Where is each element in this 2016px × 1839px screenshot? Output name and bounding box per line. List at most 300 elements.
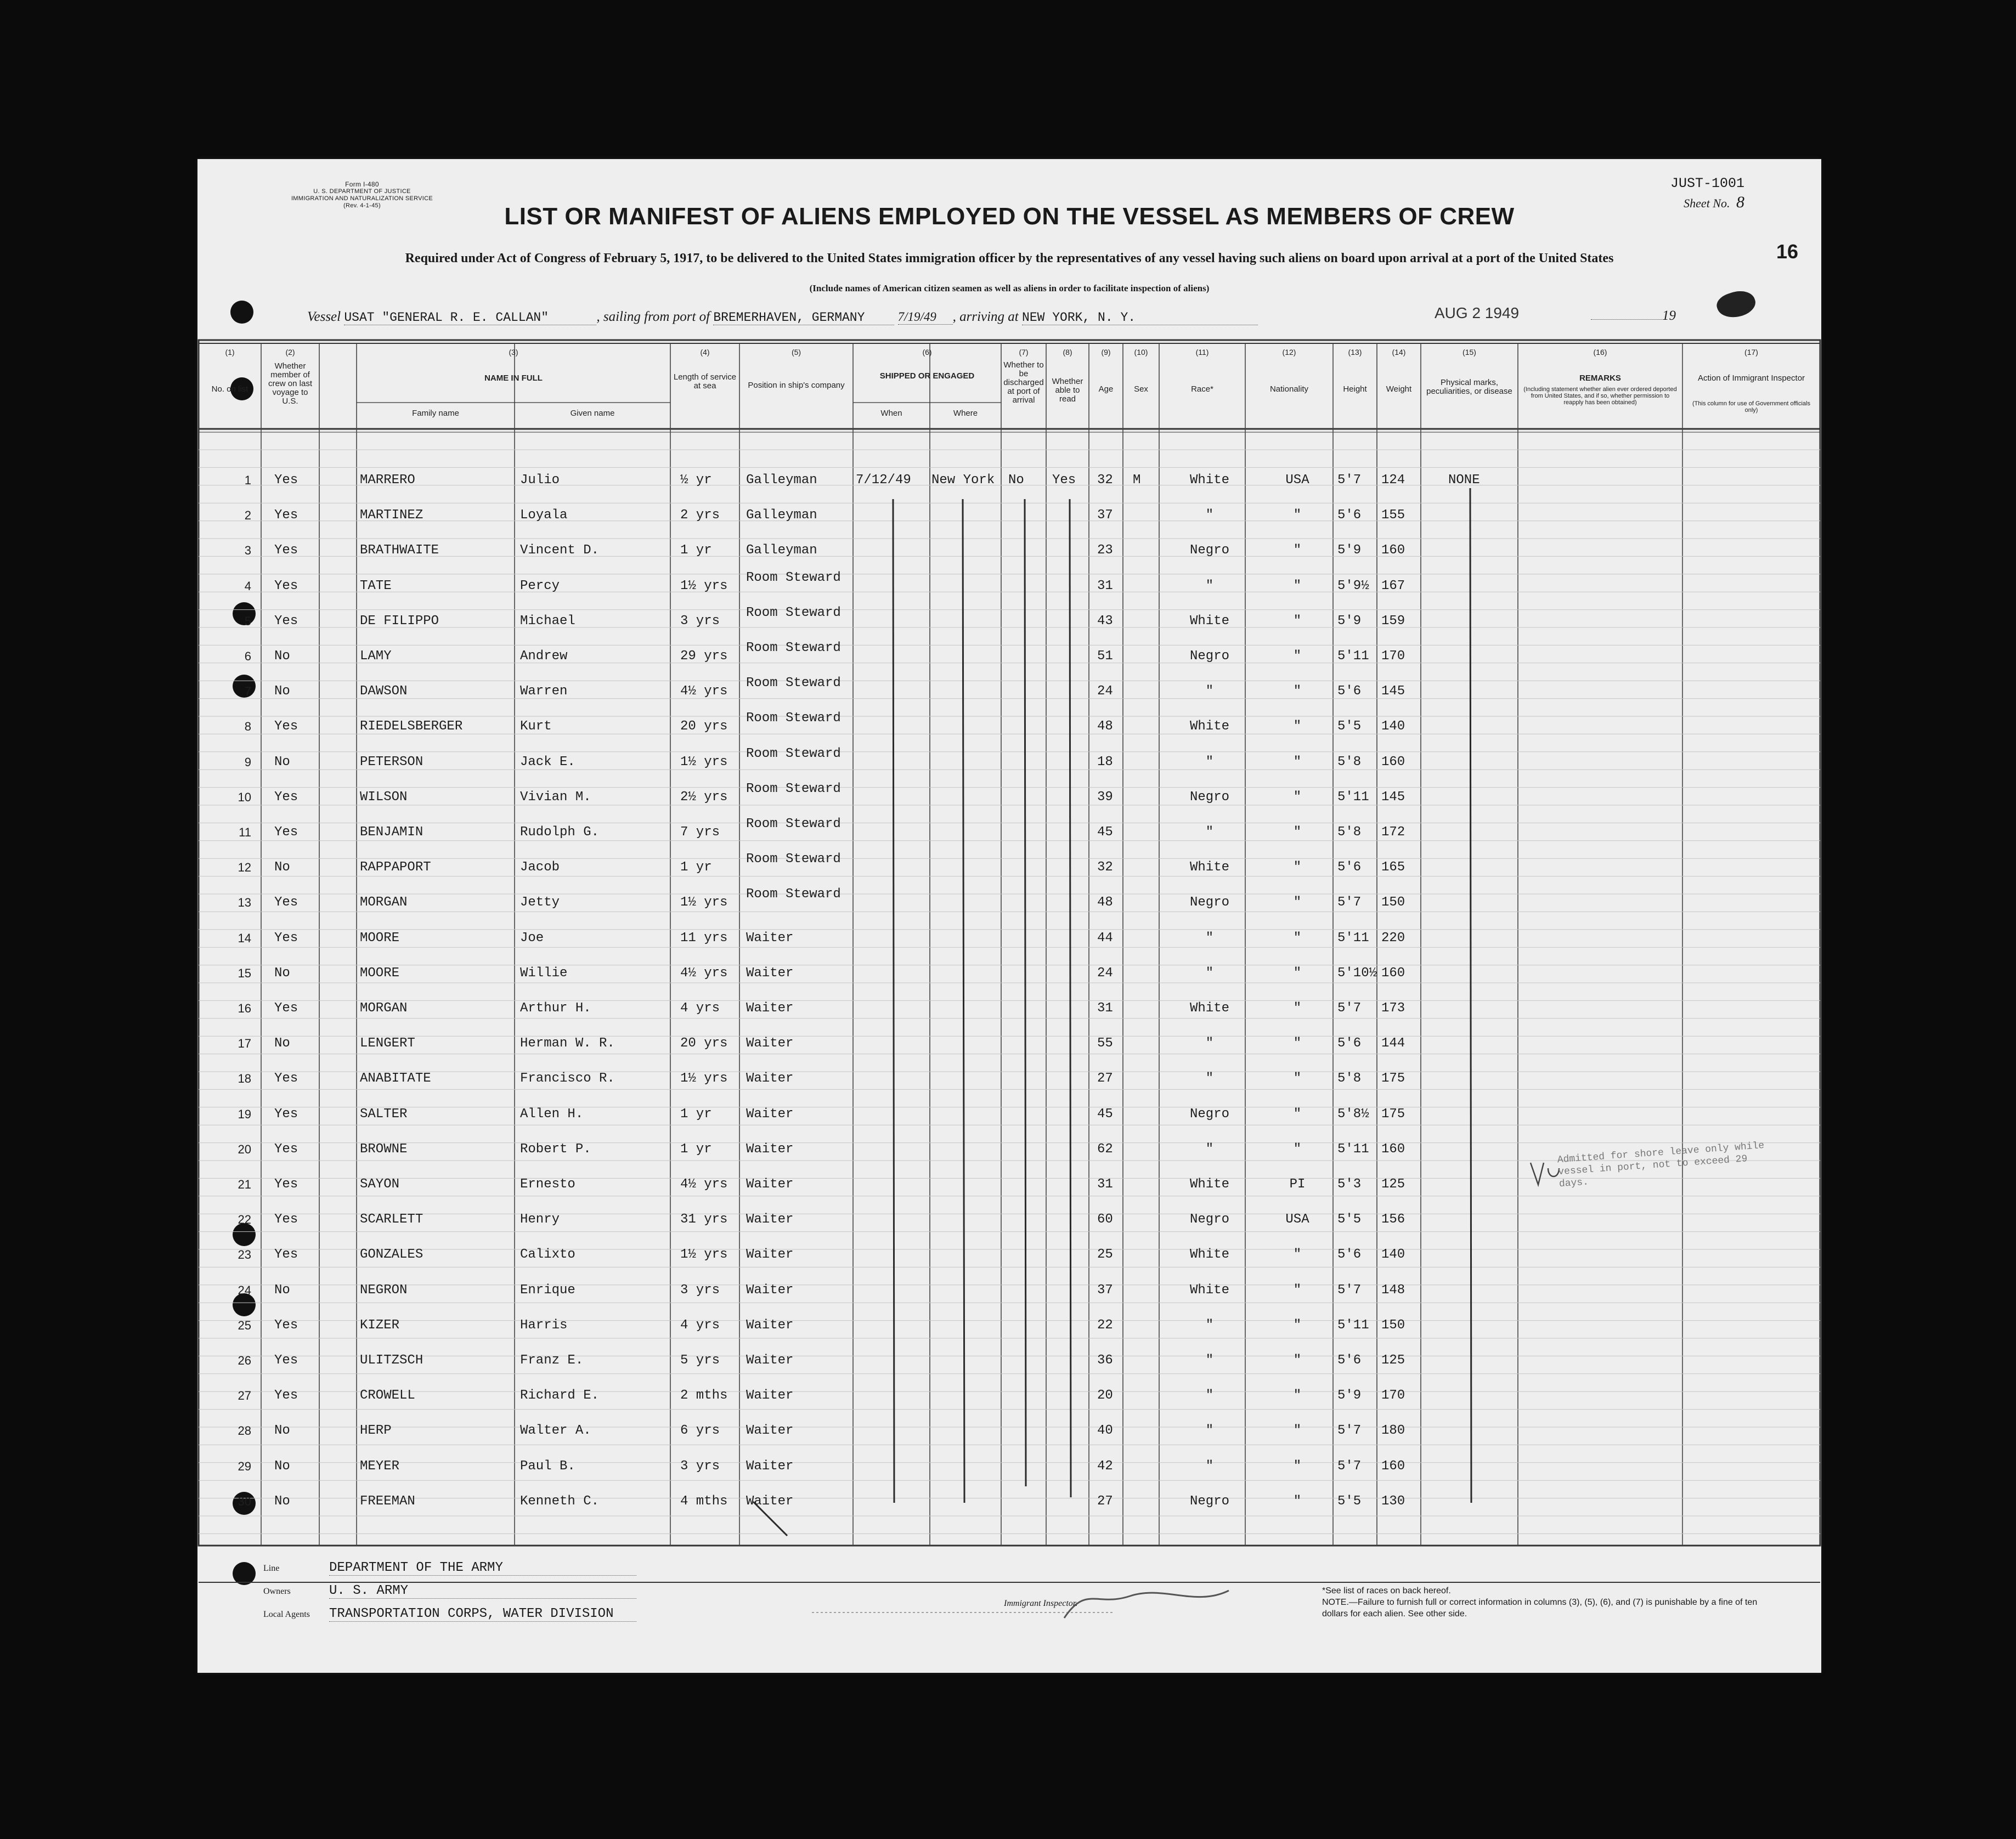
column-number: (11) (1195, 348, 1209, 357)
cell-last: No (274, 649, 290, 664)
cell-no: 20 (238, 1142, 251, 1156)
cell-race: Negro (1189, 1212, 1229, 1227)
cell-nationality: " (1293, 895, 1302, 910)
column-subheader-c16: (Including statement whether alien ever ordered deported from United States, and if so, whether permission to reapply has been obtained) (1523, 386, 1677, 406)
cell-height: 5'9½ (1337, 578, 1369, 593)
cell-height: 5'6 (1337, 1036, 1362, 1051)
cell-given: Julio (520, 473, 560, 488)
cell-service: 1½ yrs (680, 1071, 728, 1087)
cell-service: 4½ yrs (680, 965, 728, 981)
cell-weight: 175 (1381, 1106, 1405, 1122)
form-number: Form I-480 (345, 180, 379, 188)
cell-last: Yes (274, 825, 298, 840)
cell-age: 27 (1097, 1493, 1113, 1509)
cell-nationality: " (1293, 754, 1302, 769)
cell-age: 42 (1097, 1458, 1113, 1474)
cell-given: Jetty (520, 895, 560, 910)
cell-no: 17 (238, 1037, 251, 1051)
cell-weight: 140 (1381, 1247, 1405, 1263)
cell-position: Room Steward (746, 746, 841, 761)
column-header-c10: Sex (1134, 384, 1148, 394)
cell-weight: 165 (1381, 860, 1405, 875)
cell-family: ANABITATE (360, 1071, 431, 1087)
cell-race: " (1205, 965, 1214, 981)
cell-family: CROWELL (360, 1388, 415, 1404)
cell-height: 5'3 (1337, 1177, 1362, 1192)
column-header-c11: Race* (1191, 384, 1213, 394)
cell-given: Andrew (520, 649, 568, 664)
cell-height: 5'9 (1337, 613, 1362, 629)
cell-race: " (1205, 1388, 1214, 1404)
column-subheader-c17: (This column for use of Government officials only) (1692, 400, 1810, 414)
cell-nationality: " (1293, 1106, 1302, 1122)
column-header-c17: Action of Immigrant Inspector (1697, 374, 1805, 383)
cell-position: Waiter (746, 1141, 794, 1157)
cell-given: Allen H. (520, 1106, 584, 1122)
cell-race: " (1205, 1423, 1214, 1439)
cell-race: " (1205, 1141, 1214, 1157)
cell-age: 31 (1097, 578, 1113, 593)
cell-age: 43 (1097, 613, 1113, 629)
cell-age: 32 (1097, 860, 1113, 875)
cell-last: Yes (274, 543, 298, 558)
sheet-label: Sheet No. (1684, 196, 1730, 210)
cell-service: 1½ yrs (680, 754, 728, 769)
cell-height: 5'7 (1337, 1001, 1362, 1016)
cell-race: White (1189, 473, 1229, 488)
owners-label: Owners (263, 1587, 291, 1596)
owners-value: U. S. ARMY (329, 1583, 636, 1599)
cell-nationality: " (1293, 1247, 1302, 1263)
cell-nationality: " (1293, 930, 1302, 946)
cell-age: 51 (1097, 649, 1113, 664)
cell-race: " (1205, 684, 1214, 699)
cell-service: 1 yr (680, 1106, 712, 1122)
cell-weight: 148 (1381, 1282, 1405, 1298)
cell-weight: 173 (1381, 1001, 1405, 1016)
port-to: NEW YORK, N. Y. (1022, 310, 1258, 325)
cell-race: " (1205, 578, 1214, 593)
cell-age: 23 (1097, 543, 1113, 558)
cell-service: 1 yr (680, 860, 712, 875)
cell-position: Waiter (746, 1282, 794, 1298)
cell-nationality: " (1293, 684, 1302, 699)
column-header-c14: Weight (1386, 384, 1412, 394)
cell-height: 5'7 (1337, 1282, 1362, 1298)
inspector-signature (1064, 1591, 1229, 1618)
cell-height: 5'7 (1337, 1458, 1362, 1474)
cell-nationality: " (1293, 1036, 1302, 1051)
cell-weight: 172 (1381, 825, 1405, 840)
cell-family: BRATHWAITE (360, 543, 439, 558)
column-number: (10) (1134, 348, 1148, 357)
cell-nationality: " (1293, 1423, 1302, 1439)
cell-last: Yes (274, 1247, 298, 1263)
cell-race: " (1205, 1317, 1214, 1333)
cell-nationality: " (1293, 1353, 1302, 1368)
column-subheader-c6a: When (880, 409, 902, 418)
cell-weight: 156 (1381, 1212, 1405, 1227)
cell-nationality: USA (1285, 473, 1309, 488)
cell-no: 2 (244, 508, 251, 523)
cell-given: Franz E. (520, 1353, 584, 1368)
cell-no: 13 (238, 896, 251, 910)
cell-height: 5'11 (1337, 789, 1369, 805)
ditto-mark (963, 499, 964, 1503)
cell-no: 23 (238, 1248, 251, 1262)
cell-nationality: PI (1289, 1177, 1306, 1192)
cell-given: Herman W. R. (520, 1036, 615, 1051)
cell-age: 31 (1097, 1177, 1113, 1192)
cell-race: White (1189, 719, 1229, 734)
cell-no: 4 (244, 579, 251, 593)
cell-last: Yes (274, 1141, 298, 1157)
column-header-c4: Length of service at sea (673, 372, 737, 391)
cell-given: Vivian M. (520, 789, 591, 805)
cell-last: Yes (274, 508, 298, 523)
cell-position: Room Steward (746, 817, 841, 831)
cell-last: No (274, 684, 290, 699)
cell-height: 5'7 (1337, 895, 1362, 910)
cell-age: 60 (1097, 1212, 1113, 1227)
cell-height: 5'5 (1337, 1493, 1362, 1509)
cell-race: Negro (1189, 789, 1229, 805)
column-number: (14) (1392, 348, 1406, 357)
cell-race: White (1189, 1282, 1229, 1298)
cell-nationality: " (1293, 543, 1302, 558)
cell-no: 7 (244, 684, 251, 699)
cell-service: 1½ yrs (680, 578, 728, 593)
cell-given: Calixto (520, 1247, 575, 1263)
column-header-c3: NAME IN FULL (484, 374, 543, 383)
cell-family: HERP (360, 1423, 392, 1439)
cell-position: Room Steward (746, 641, 841, 655)
cell-given: Jack E. (520, 754, 575, 769)
cell-position: Waiter (746, 1317, 794, 1333)
cell-service: 2½ yrs (680, 789, 728, 805)
cell-no: 14 (238, 931, 251, 945)
cell-position: Room Steward (746, 852, 841, 867)
cell-age: 24 (1097, 965, 1113, 981)
line-value: DEPARTMENT OF THE ARMY (329, 1560, 636, 1576)
cell-position: Waiter (746, 1353, 794, 1368)
cell-family: SAYON (360, 1177, 400, 1192)
cell-no: 15 (238, 966, 251, 980)
cell-last: No (274, 965, 290, 981)
column-number: (8) (1063, 348, 1072, 357)
cell-position: Galleyman (746, 543, 817, 558)
page-number: 16 (1776, 240, 1798, 263)
service: IMMIGRATION AND NATURALIZATION SERVICE (291, 195, 433, 202)
cell-last: Yes (274, 1071, 298, 1087)
cell-race: " (1205, 1353, 1214, 1368)
cell-age: 45 (1097, 1106, 1113, 1122)
cell-age: 20 (1097, 1388, 1113, 1404)
cell-age: 18 (1097, 754, 1113, 769)
cell-no: 24 (238, 1283, 251, 1297)
cell-service: 2 mths (680, 1388, 728, 1404)
cell-nationality: " (1293, 825, 1302, 840)
column-number: (12) (1282, 348, 1296, 357)
cell-weight: 175 (1381, 1071, 1405, 1087)
cell-weight: 150 (1381, 895, 1405, 910)
cell-race: Negro (1189, 1106, 1229, 1122)
cell-service: 1½ yrs (680, 1247, 728, 1263)
cell-no: 9 (244, 755, 251, 769)
arriving-label: , arriving at (952, 309, 1019, 324)
cell-height: 5'8 (1337, 754, 1362, 769)
inspector-label: Immigrant Inspector. (1004, 1599, 1078, 1608)
cell-no: 12 (238, 861, 251, 875)
cell-weight: 140 (1381, 719, 1405, 734)
cell-weight: 155 (1381, 508, 1405, 523)
column-header-c8: Whether able to read (1052, 377, 1083, 404)
cell-position: Waiter (746, 1177, 794, 1192)
cell-no: 28 (238, 1424, 251, 1438)
vessel-name: USAT "GENERAL R. E. CALLAN" (344, 310, 596, 325)
column-header-c9: Age (1098, 384, 1114, 394)
cell-service: 1 yr (680, 543, 712, 558)
cell-service: 1 yr (680, 1141, 712, 1157)
cell-family: DAWSON (360, 684, 408, 699)
cell-service: 1½ yrs (680, 895, 728, 910)
ditto-mark (1470, 488, 1471, 1503)
cell-when: 7/12/49 (856, 473, 911, 488)
sheet-value: 8 (1736, 193, 1744, 211)
footer-line (263, 1560, 636, 1576)
cell-given: Francisco R. (520, 1071, 615, 1087)
cell-height: 5'9 (1337, 543, 1362, 558)
cell-height: 5'5 (1337, 719, 1362, 734)
cell-position: Galleyman (746, 508, 817, 523)
year-label: 19 (1662, 308, 1676, 323)
cell-given: Kenneth C. (520, 1493, 600, 1509)
cell-family: BENJAMIN (360, 825, 423, 840)
cell-position: Galleyman (746, 473, 817, 488)
cell-read: Yes (1052, 473, 1076, 488)
cell-family: MARRERO (360, 473, 415, 488)
cell-service: 20 yrs (680, 719, 728, 734)
cell-last: Yes (274, 1001, 298, 1016)
cell-family: KIZER (360, 1317, 400, 1333)
footer-notes (1322, 1585, 1772, 1620)
cell-nationality: " (1293, 719, 1302, 734)
cell-height: 5'11 (1337, 1141, 1369, 1157)
cell-family: DE FILIPPO (360, 613, 439, 629)
cell-service: 4 mths (680, 1493, 728, 1509)
cell-service: 7 yrs (680, 825, 720, 840)
column-header-c16: REMARKS (1579, 374, 1621, 383)
column-header-c15: Physical marks, peculiarities, or disease (1426, 378, 1512, 396)
cell-no: 22 (238, 1213, 251, 1227)
cell-nationality: " (1293, 508, 1302, 523)
column-number: (3) (509, 348, 518, 357)
cell-nationality: " (1293, 1388, 1302, 1404)
cell-nationality: " (1293, 860, 1302, 875)
cell-weight: 167 (1381, 578, 1405, 593)
race-note: *See list of races on back hereof. (1322, 1586, 1451, 1595)
cell-age: 24 (1097, 684, 1113, 699)
cell-height: 5'11 (1337, 649, 1369, 664)
cell-given: Paul B. (520, 1458, 575, 1474)
cell-height: 5'5 (1337, 1212, 1362, 1227)
cell-race: White (1189, 1001, 1229, 1016)
column-header-c12: Nationality (1269, 384, 1309, 394)
cell-service: ½ yr (680, 473, 712, 488)
vessel-label: Vessel (307, 309, 341, 324)
remark-stamp: Admitted for shore leave only while vessel in port, not to exceed 29 days. (1557, 1140, 1765, 1190)
cell-given: Loyala (520, 508, 568, 523)
cell-race: " (1205, 930, 1214, 946)
cell-height: 5'6 (1337, 1353, 1362, 1368)
cell-no: 11 (239, 825, 251, 839)
cell-service: 3 yrs (680, 1282, 720, 1298)
cell-last: No (274, 1036, 290, 1051)
revision: (Rev. 4-1-45) (343, 202, 381, 209)
cell-service: 20 yrs (680, 1036, 728, 1051)
cell-height: 5'7 (1337, 473, 1362, 488)
cell-nationality: " (1293, 1141, 1302, 1157)
cell-service: 29 yrs (680, 649, 728, 664)
cell-family: TATE (360, 578, 392, 593)
column-number: (1) (225, 348, 235, 357)
column-header-c6: SHIPPED OR ENGAGED (879, 371, 975, 381)
cell-age: 40 (1097, 1423, 1113, 1439)
cell-nationality: " (1293, 1458, 1302, 1474)
cell-family: MEYER (360, 1458, 400, 1474)
cell-position: Waiter (746, 1071, 794, 1087)
cell-given: Robert P. (520, 1141, 591, 1157)
cell-race: White (1189, 860, 1229, 875)
column-number: (5) (791, 348, 801, 357)
date-stamp: AUG 2 1949 (1435, 304, 1520, 321)
footer-agents (263, 1606, 636, 1622)
column-header-c2: Whether member of crew on last voyage to U.S. (268, 361, 313, 406)
cell-last: Yes (274, 1388, 298, 1404)
cell-last: No (274, 1282, 290, 1298)
cell-nationality: " (1293, 613, 1302, 629)
cell-given: Harris (520, 1317, 568, 1333)
cell-weight: 124 (1381, 473, 1405, 488)
cell-marks: NONE (1448, 473, 1480, 488)
cell-given: Percy (520, 578, 560, 593)
cell-weight: 160 (1381, 1458, 1405, 1474)
cell-height: 5'6 (1337, 860, 1362, 875)
cell-position: Waiter (746, 1388, 794, 1404)
cell-nationality: " (1293, 1282, 1302, 1298)
cell-position: Room Steward (746, 605, 841, 620)
cell-nationality: " (1293, 1071, 1302, 1087)
cell-service: 11 yrs (680, 930, 728, 946)
cell-age: 37 (1097, 1282, 1113, 1298)
cell-given: Rudolph G. (520, 825, 600, 840)
column-header-c5: Position in ship's company (748, 381, 845, 390)
column-header-c13: Height (1343, 384, 1367, 394)
cell-nationality: " (1293, 1317, 1302, 1333)
column-number: (7) (1019, 348, 1029, 357)
footer-owners (263, 1583, 636, 1599)
cell-age: 25 (1097, 1247, 1113, 1263)
cell-last: No (274, 860, 290, 875)
cell-race: White (1189, 1177, 1229, 1192)
cell-no: 30 (238, 1494, 251, 1508)
handwritten-mark (1531, 1163, 1559, 1185)
cell-family: LENGERT (360, 1036, 415, 1051)
cell-family: MORGAN (360, 895, 408, 910)
cell-last: Yes (274, 1353, 298, 1368)
cell-family: MARTINEZ (360, 508, 423, 523)
column-number: (4) (700, 348, 710, 357)
cell-service: 31 yrs (680, 1212, 728, 1227)
cell-family: RIEDELSBERGER (360, 719, 463, 734)
cell-age: 39 (1097, 789, 1113, 805)
cell-no: 5 (244, 614, 251, 628)
cell-given: Jacob (520, 860, 560, 875)
cell-no: 16 (238, 1001, 251, 1015)
cell-last: No (274, 1423, 290, 1439)
column-number: (6) (922, 348, 932, 357)
cell-race: " (1205, 1071, 1214, 1087)
cell-weight: 170 (1381, 649, 1405, 664)
cell-position: Waiter (746, 930, 794, 946)
cell-given: Walter A. (520, 1423, 591, 1439)
cell-age: 31 (1097, 1001, 1113, 1016)
cell-last: Yes (274, 1317, 298, 1333)
cell-family: FREEMAN (360, 1493, 415, 1509)
cell-position: Room Steward (746, 676, 841, 691)
cell-no: 21 (238, 1178, 251, 1191)
cell-position: Room Steward (746, 570, 841, 585)
cell-height: 5'11 (1337, 1317, 1369, 1333)
cell-age: 45 (1097, 825, 1113, 840)
cell-race: " (1205, 508, 1214, 523)
penalty-note: NOTE.—Failure to furnish full or correct information in columns (3), (5), (6), and (7) is punishable by a fine of ten dollars for each alien. See other side. (1322, 1598, 1758, 1619)
cell-age: 32 (1097, 473, 1113, 488)
cell-position: Room Steward (746, 887, 841, 902)
cell-age: 48 (1097, 719, 1113, 734)
cell-race: Negro (1189, 543, 1229, 558)
cell-family: BROWNE (360, 1141, 408, 1157)
cell-service: 3 yrs (680, 1458, 720, 1474)
cell-family: MOORE (360, 930, 400, 946)
cell-position: Room Steward (746, 711, 841, 726)
agents-label: Local Agents (263, 1610, 310, 1619)
cell-race: " (1205, 1036, 1214, 1051)
cell-last: Yes (274, 613, 298, 629)
cell-last: Yes (274, 1106, 298, 1122)
cell-height: 5'6 (1337, 684, 1362, 699)
port-from: BREMERHAVEN, GERMANY (713, 310, 894, 325)
cell-weight: 145 (1381, 789, 1405, 805)
cell-weight: 180 (1381, 1423, 1405, 1439)
cell-service: 6 yrs (680, 1423, 720, 1439)
cell-given: Joe (520, 930, 544, 946)
cell-given: Kurt (520, 719, 552, 734)
cell-height: 5'8 (1337, 825, 1362, 840)
cell-weight: 150 (1381, 1317, 1405, 1333)
cell-family: LAMY (360, 649, 392, 664)
cell-height: 5'9 (1337, 1388, 1362, 1404)
cell-race: " (1205, 825, 1214, 840)
document-subtitle-note: (Include names of American citizen seamen as well as aliens in order to facilitate inspection of aliens) (809, 283, 1210, 293)
cell-height: 5'8 (1337, 1071, 1362, 1087)
cell-weight: 160 (1381, 543, 1405, 558)
cell-discharged: No (1008, 473, 1024, 488)
cell-service: 4½ yrs (680, 1177, 728, 1192)
cell-last: Yes (274, 719, 298, 734)
cell-position: Waiter (746, 1036, 794, 1051)
cell-position: Waiter (746, 1106, 794, 1122)
